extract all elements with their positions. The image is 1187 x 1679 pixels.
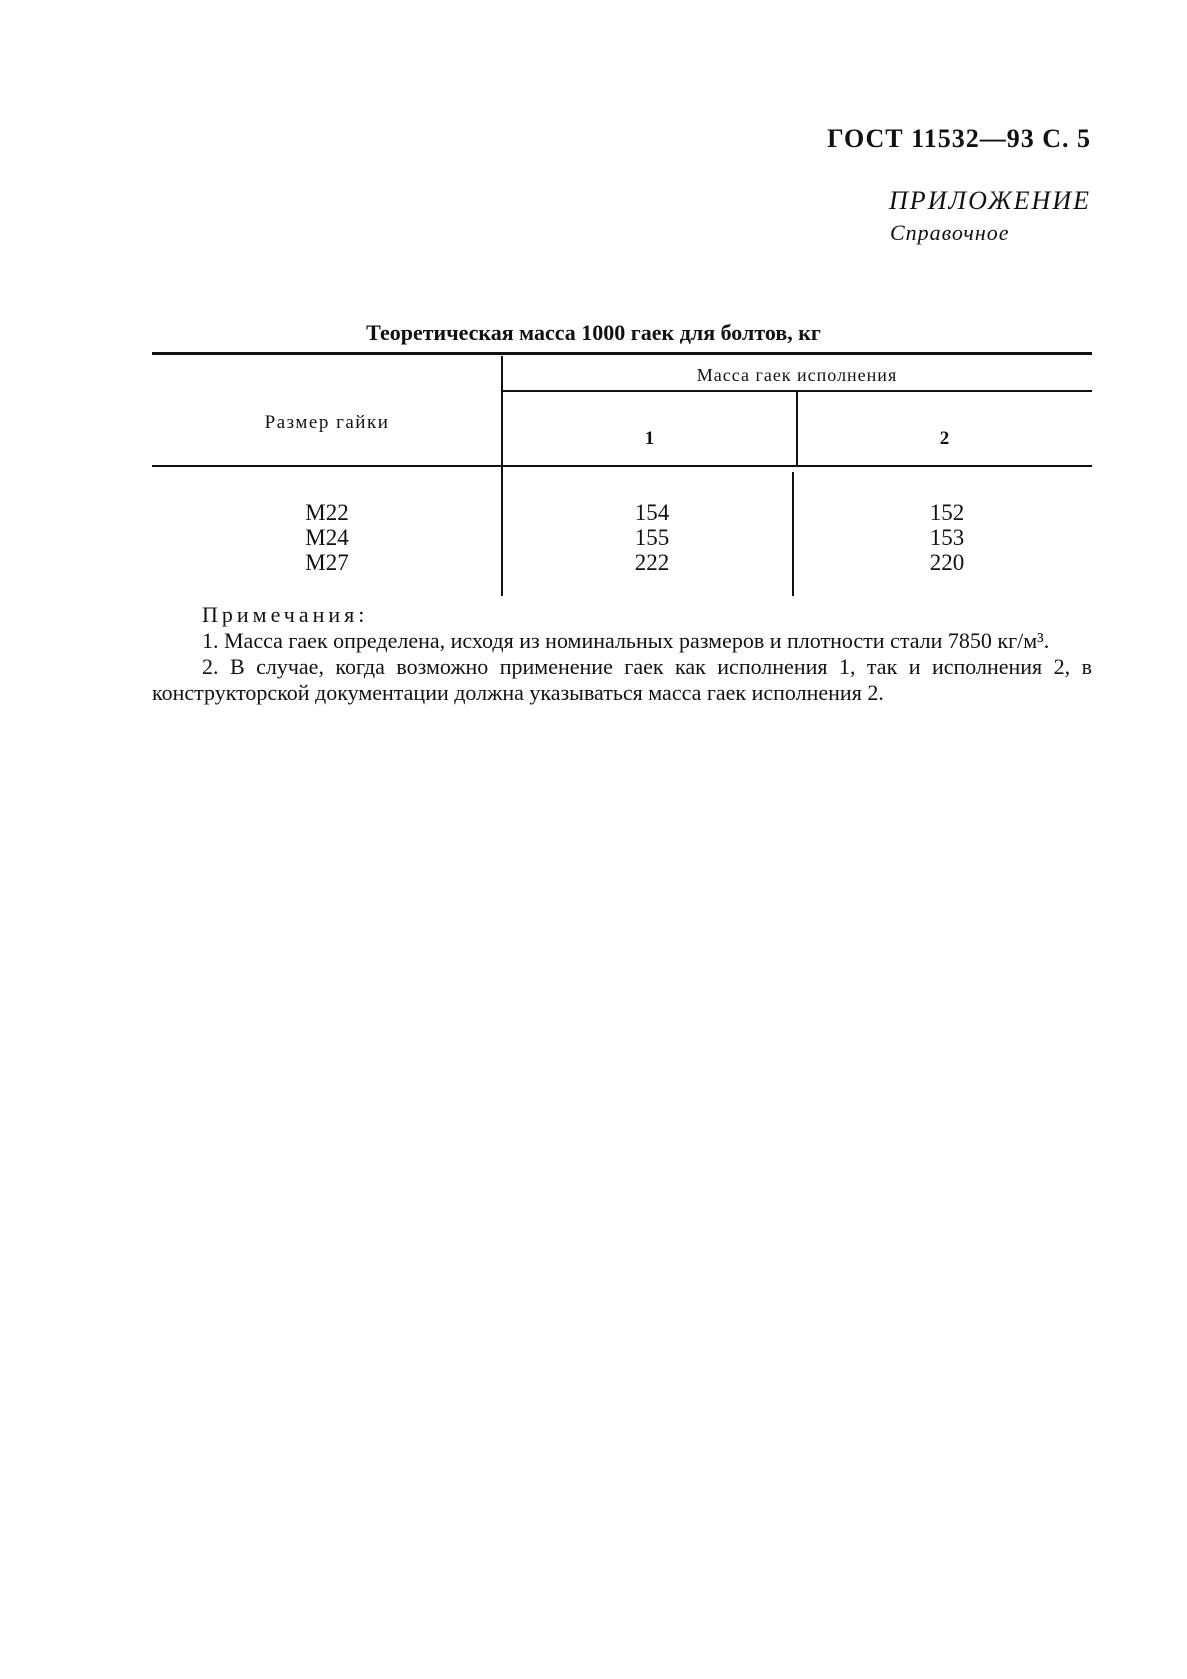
- document-code: ГОСТ 11532—93 С. 5: [827, 124, 1091, 153]
- cell-mass-1: 222: [634, 550, 670, 575]
- cell-mass-1: 154: [634, 500, 670, 525]
- table-row: [152, 525, 1092, 550]
- header-bottom-rule: [152, 465, 1092, 467]
- cell-size: М24: [305, 525, 349, 550]
- table-top-rule: [152, 352, 1092, 355]
- header-col-1: 1: [644, 428, 655, 449]
- header-group: Масса гаек исполнения: [696, 365, 898, 385]
- note-item: 2. В случае, когда возможно применение гаек как исполнения 1, так и исполнения 2, в конструкторской документации должна указываться масса гаек исполнения 2.: [152, 654, 1092, 705]
- cell-size: М22: [305, 500, 349, 525]
- appendix-title: ПРИЛОЖЕНИЕ: [889, 186, 1091, 215]
- table-row: [152, 500, 1092, 525]
- table-body: [152, 500, 1092, 575]
- cell-mass-2: 153: [929, 525, 965, 550]
- notes-section: [152, 602, 1092, 706]
- mass-table: [152, 352, 1092, 592]
- cell-mass-1: 155: [634, 525, 670, 550]
- header-col-2: 2: [939, 428, 950, 449]
- notes-title: Примечания:: [202, 602, 369, 627]
- note-item: 1. Масса гаек определена, исходя из номинальных размеров и плотности стали 7850 кг/м³.: [202, 628, 1050, 653]
- header-size: Размер гайки: [264, 412, 390, 433]
- table-title: Теоретическая масса 1000 гаек для болтов, кг: [366, 320, 821, 345]
- cell-mass-2: 152: [929, 500, 965, 525]
- appendix-type: Справочное: [890, 220, 1010, 245]
- cell-size: М27: [305, 550, 349, 575]
- table-row: [152, 550, 1092, 575]
- cell-mass-2: 220: [929, 550, 965, 575]
